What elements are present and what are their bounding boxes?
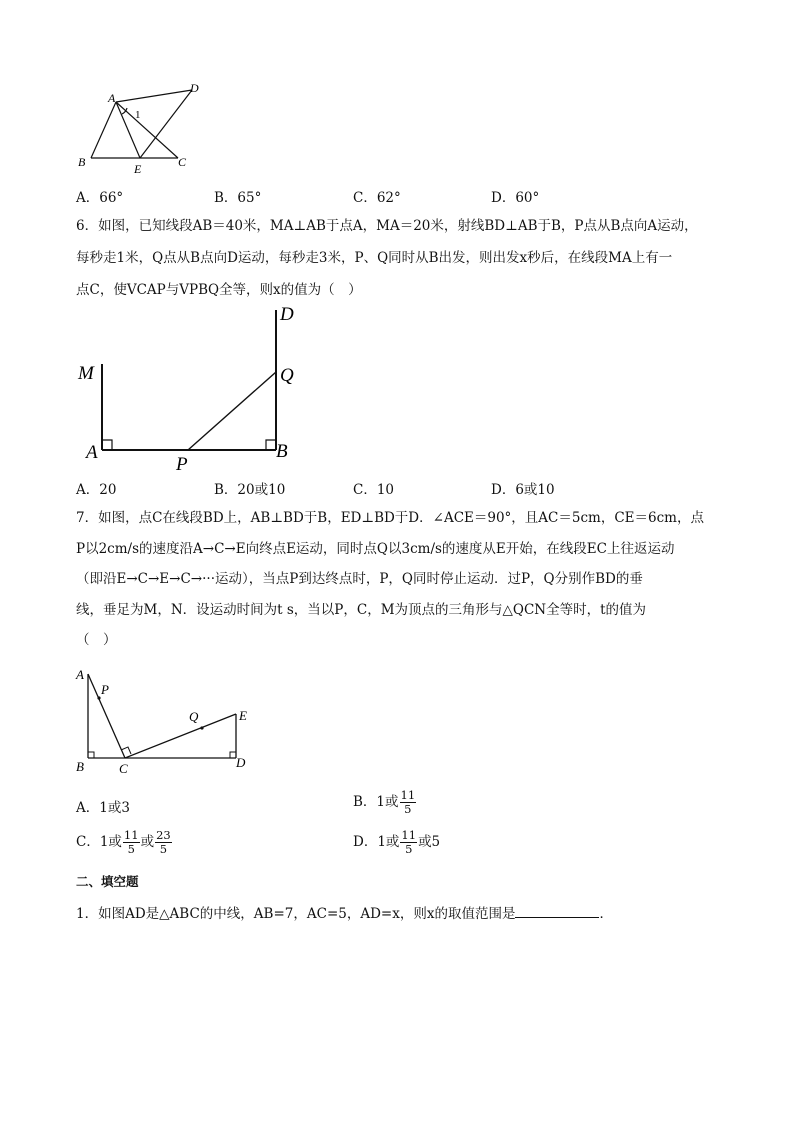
q6-right-angle-b bbox=[266, 440, 276, 450]
frac-denominator: 5 bbox=[405, 842, 413, 856]
q7-figure bbox=[70, 662, 260, 776]
frac-denominator: 5 bbox=[159, 842, 168, 856]
q6-line-3: 点C，使VCAP与VPBQ全等，则x的值为（ ） bbox=[76, 282, 362, 298]
q7-option-d-prefix: D．1或 bbox=[353, 834, 400, 850]
q6-line-1: 6．如图，已知线段AB＝40米，MA⊥AB于点A，MA＝20米，射线BD⊥AB于B，P点从B点向A运动， bbox=[76, 218, 698, 234]
q6-label-M: M bbox=[78, 363, 94, 384]
q7-label-A: A bbox=[76, 667, 84, 682]
q6-label-B: B bbox=[276, 441, 288, 462]
q7-option-b-prefix: B．1或 bbox=[353, 794, 399, 810]
frac-denominator: 5 bbox=[127, 842, 135, 856]
frac-numerator: 23 bbox=[156, 828, 171, 842]
fill-q1-end: ． bbox=[599, 906, 613, 922]
frac-numerator: 11 bbox=[123, 828, 139, 842]
q7-option-d[interactable] bbox=[353, 829, 440, 856]
q5-label-A: A bbox=[108, 91, 116, 105]
q6-label-A: A bbox=[86, 442, 98, 463]
q7-label-P: P bbox=[101, 682, 109, 697]
q6-option-b[interactable]: B．20或10 bbox=[214, 482, 286, 498]
q7-option-c[interactable] bbox=[76, 829, 173, 856]
fill-q1-answer-blank[interactable] bbox=[515, 903, 599, 918]
q7-option-c-fraction-1 bbox=[123, 829, 140, 856]
frac-denominator: 5 bbox=[404, 802, 412, 816]
q5-label-D: D bbox=[190, 81, 199, 95]
q5-seg-AB bbox=[91, 102, 116, 158]
q7-option-d-suffix: 或5 bbox=[418, 834, 441, 850]
q5-label-B: B bbox=[78, 155, 86, 169]
fill-q1-text: 1．如图AD是△ABC的中线，AB=7，AC=5，AD=x，则x的取值范围是 bbox=[76, 906, 516, 922]
q6-option-c[interactable]: C．10 bbox=[353, 482, 395, 498]
q7-label-E: E bbox=[239, 708, 247, 723]
q5-figure bbox=[72, 78, 222, 178]
q7-label-B: B bbox=[76, 759, 84, 774]
q7-label-D: D bbox=[236, 755, 246, 770]
q7-line-2: P以2cm/s的速度沿A→C→E向终点E运动，同时点Q以3cm/s的速度从E开始，在线段EC上往返运动 bbox=[76, 541, 675, 557]
q5-seg-AD bbox=[116, 90, 192, 102]
q7-line-4: 线，垂足为M，N．设运动时间为t s，当以P，C，M为顶点的三角形与△QCN全等时，t的值为 bbox=[76, 602, 647, 618]
q6-label-D: D bbox=[280, 304, 294, 325]
q5-option-a[interactable]: A．66° bbox=[76, 190, 124, 206]
q6-option-a[interactable]: A．20 bbox=[76, 482, 117, 498]
q7-option-a-text: A．1或3 bbox=[76, 800, 130, 816]
q7-option-d-fraction bbox=[400, 829, 417, 856]
q5-option-c[interactable]: C．62° bbox=[353, 190, 401, 206]
q7-option-b[interactable] bbox=[353, 789, 417, 816]
frac-numerator: 11 bbox=[401, 828, 417, 842]
q7-right-angle-b bbox=[88, 752, 94, 758]
q7-label-Q: Q bbox=[189, 709, 199, 724]
q6-line-2: 每秒走1米，Q点从B点向D运动，每秒走3米，P、Q同时从B出发，则出发x秒后，在线段MA上有一 bbox=[76, 250, 673, 266]
q6-figure bbox=[70, 300, 320, 476]
q7-line-5: （ ） bbox=[76, 632, 117, 648]
q7-line-1: 7．如图，点C在线段BD上，AB⊥BD于B，ED⊥BD于D．∠ACE＝90°，且AC＝5cm，CE＝6cm，点 bbox=[76, 510, 704, 526]
q7-option-c-fraction-2 bbox=[155, 829, 172, 856]
section-title-fill-in: 二、填空题 bbox=[76, 874, 139, 889]
fill-q1 bbox=[76, 903, 613, 924]
q7-label-C: C bbox=[119, 761, 128, 776]
q5-label-1: 1 bbox=[135, 109, 141, 121]
q7-option-c-mid: 或 bbox=[140, 834, 155, 850]
q7-option-c-prefix: C．1或 bbox=[76, 834, 122, 850]
q7-option-b-fraction bbox=[400, 789, 417, 816]
q7-option-a[interactable] bbox=[76, 796, 130, 816]
q7-line-3: （即沿E→C→E→C→···运动），当点P到达终点时，P，Q同时停止运动．过P，Q分别作BD的垂 bbox=[76, 571, 643, 587]
q5-label-E: E bbox=[134, 162, 142, 176]
q7-seg-CE bbox=[125, 714, 236, 758]
q6-label-Q: Q bbox=[280, 365, 294, 386]
q6-seg-PQ bbox=[188, 372, 276, 450]
q6-right-angle-a bbox=[102, 440, 112, 450]
q6-label-P: P bbox=[176, 454, 188, 475]
q5-option-d[interactable]: D．60° bbox=[491, 190, 540, 206]
frac-numerator: 11 bbox=[400, 788, 416, 802]
q7-point-Q bbox=[200, 726, 203, 729]
q5-label-C: C bbox=[178, 155, 187, 169]
q5-option-b[interactable]: B．65° bbox=[214, 190, 262, 206]
q6-option-d[interactable]: D．6或10 bbox=[491, 482, 555, 498]
